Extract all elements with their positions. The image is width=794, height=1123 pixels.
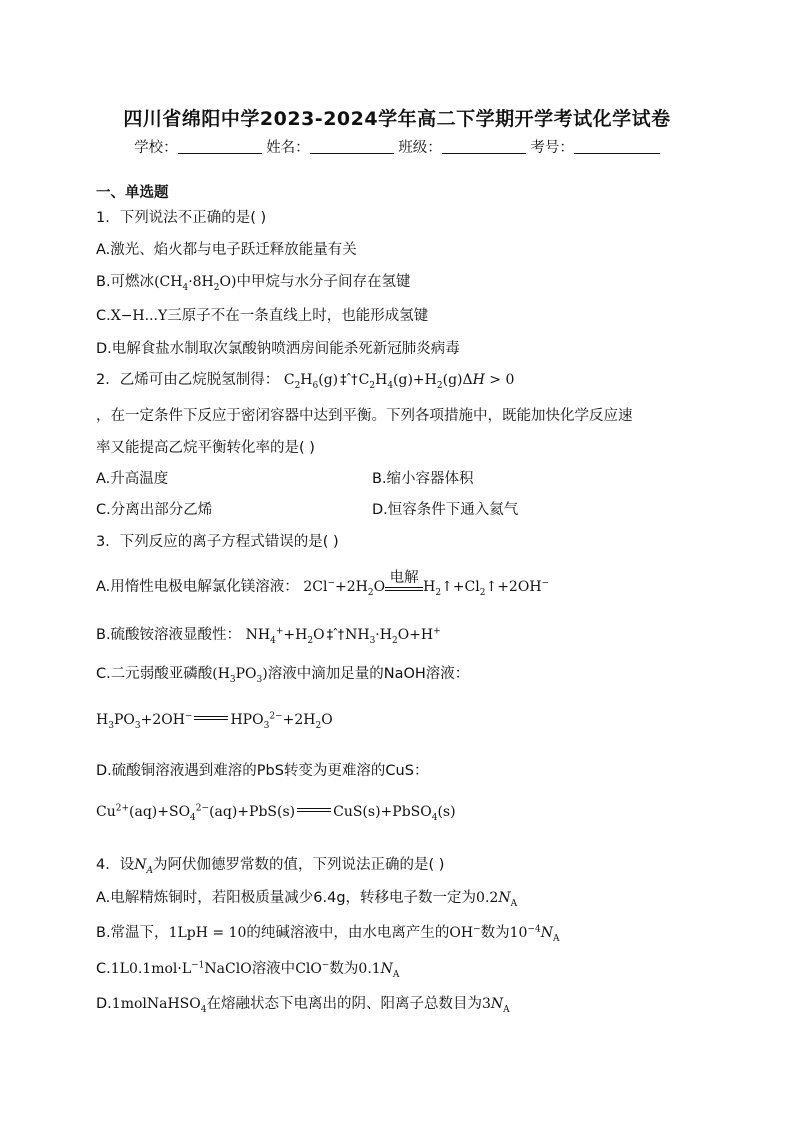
equilibrium-arrow-icon: ‡ˆ† bbox=[340, 373, 357, 388]
q1-option-b: B.可燃冰$(CH_4\cdot 8H_2O)$中甲烷与水分子间存在氢键 bbox=[96, 274, 411, 293]
school-blank[interactable] bbox=[178, 139, 262, 154]
q2-stem: 2．乙烯可由乙烷脱氢制得： $C_2H_6(g)$ ‡ˆ† $C_2H_4(g)+H_2(g)\Delta H > 0$ bbox=[96, 372, 515, 391]
q2-continuation-2: 率又能提高乙烷平衡转化率的是( ) bbox=[96, 440, 315, 456]
student-info-line bbox=[0, 136, 794, 157]
q3-c-equation: $H_3PO_3+2OH^-$ $HPO_3^{2-}+2H_2O$ bbox=[96, 711, 333, 731]
q3-stem: 3．下列反应的离子方程式错误的是( ) bbox=[96, 534, 339, 550]
q3-option-d: D.硫酸铜溶液遇到难溶的PbS转变为更难溶的CuS： bbox=[96, 763, 429, 779]
q4-option-a: A.电解精炼铜时，若阳极质量减少6.4g，转移电子数一定为$0.2N_A$ bbox=[96, 890, 518, 909]
class-blank[interactable] bbox=[442, 139, 526, 154]
class-label: 班级： bbox=[398, 140, 442, 156]
q1-option-a: A.激光、焰火都与电子跃迁释放能量有关 bbox=[96, 242, 357, 258]
page-title: 四川省绵阳中学2023-2024学年高二下学期开学考试化学试卷 bbox=[123, 108, 671, 130]
q4-option-b: B.常温下，1LpH = 10的纯碱溶液中，由水电离产生的OH−数为$10^{-4}N_A$ bbox=[96, 924, 560, 944]
id-blank[interactable] bbox=[574, 139, 660, 154]
q2-continuation-1: ，在一定条件下反应于密闭容器中达到平衡。下列各项措施中，既能加快化学反应速 bbox=[96, 408, 633, 424]
school-label: 学校： bbox=[134, 140, 178, 156]
q3-option-a: A.用惰性电极电解氯化镁溶液： $2Cl^-+2H_2O$ 电解 $H_2↑+Cl_2↑+2OH^-$ bbox=[96, 570, 550, 598]
q2-option-a: A.升高温度 bbox=[96, 471, 169, 487]
q4-option-c: $C.1L0.1mol\cdot L^{-1}NaClO$溶液中ClO−数为$0.1N_A$ bbox=[96, 960, 400, 980]
q4-stem: 4．设$N_A$为阿伏伽德罗常数的值，下列说法正确的是( ) bbox=[96, 857, 445, 876]
section-heading: 一、单选题 bbox=[96, 185, 169, 201]
id-label: 考号： bbox=[530, 140, 574, 156]
equilibrium-arrow-icon: ‡ˆ† bbox=[326, 628, 344, 643]
q3-d-equation: $Cu^{2+}(aq)+SO_4^{2-}(aq)+PbS(s)$ CuS(s)+PbSO$_4$(s) bbox=[96, 803, 456, 823]
q3-option-c: C.二元弱酸亚磷酸$(H_3PO_3)$溶液中滴加足量的NaOH溶液： bbox=[96, 666, 470, 685]
q2-option-b: B.缩小容器体积 bbox=[372, 471, 474, 487]
q1-option-d: D.电解食盐水制取次氯酸钠喷洒房间能杀死新冠肺炎病毒 bbox=[96, 341, 460, 357]
q2-option-c: C.分离出部分乙烯 bbox=[96, 502, 213, 518]
name-label: 姓名： bbox=[266, 140, 310, 156]
q1-option-c: C.X−H...Y三原子不在一条直线上时，也能形成氢键 bbox=[96, 308, 429, 324]
q3-option-b: B.硫酸铵溶液显酸性： $NH_4^++H_2O$ ‡ˆ† $NH_3\cdot H_2O+H^+$ bbox=[96, 626, 441, 646]
equals-sign bbox=[194, 716, 228, 720]
q1-stem: 1．下列说法不正确的是( ) bbox=[96, 210, 267, 226]
q2-option-d: D.恒容条件下通入氦气 bbox=[372, 502, 519, 518]
electrolysis-condition: 电解 bbox=[385, 582, 423, 591]
q4-option-d: D.1molNaHSO$_4$在熔融状态下电离出的阴、阳离子总数目为$3N_A$ bbox=[96, 996, 510, 1015]
name-blank[interactable] bbox=[310, 139, 394, 154]
equals-sign bbox=[297, 808, 331, 812]
